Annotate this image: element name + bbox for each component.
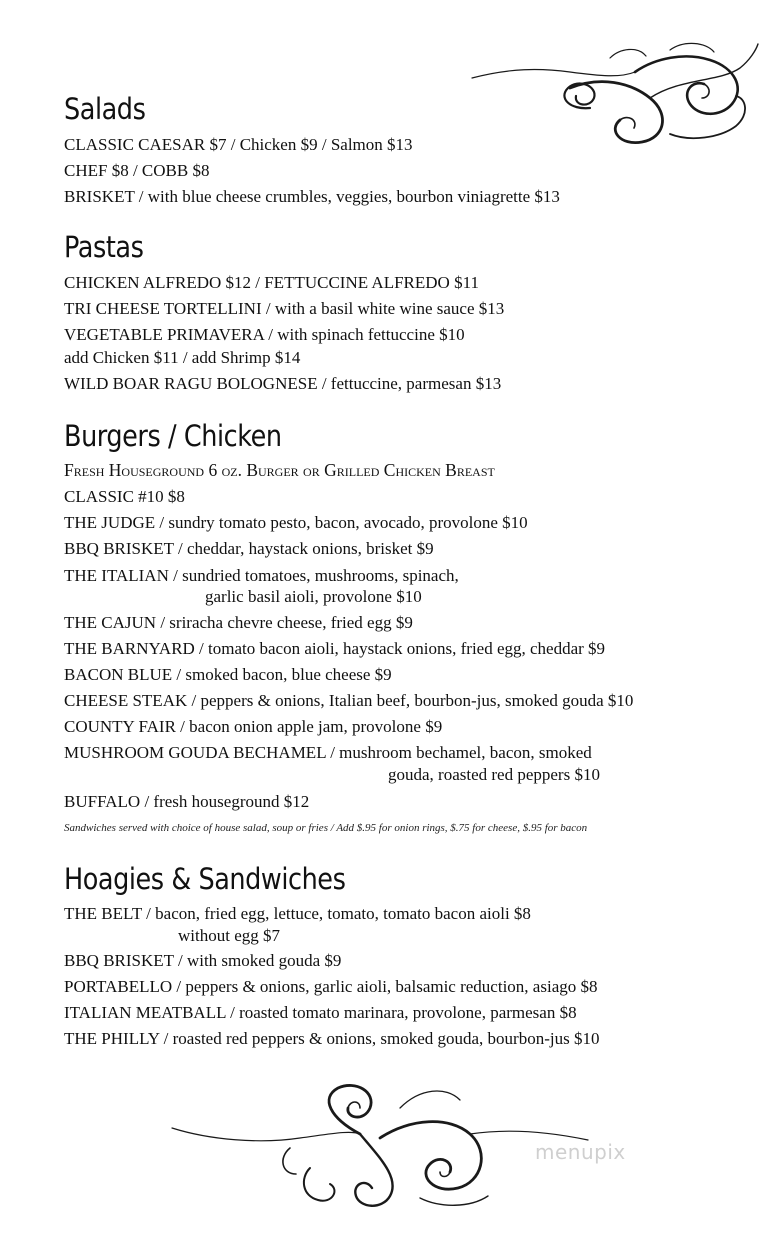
- menu-item: THE JUDGE / sundry tomato pesto, bacon, avocado, provolone $10: [64, 513, 528, 532]
- menu-item: BACON BLUE / smoked bacon, blue cheese $9: [64, 665, 392, 684]
- menu-item: TRI CHEESE TORTELLINI / with a basil white wine sauce $13: [64, 299, 505, 318]
- menu-item: VEGETABLE PRIMAVERA / with spinach fettuccine $10: [64, 325, 465, 344]
- menu-item: THE BARNYARD / tomato bacon aioli, haystack onions, fried egg, cheddar $9: [64, 639, 606, 658]
- menu-item: THE CAJUN / sriracha chevre cheese, fried egg $9: [64, 613, 413, 632]
- menu-item: BBQ BRISKET / cheddar, haystack onions, brisket $9: [64, 539, 434, 558]
- menu-item-continuation: without egg $7: [178, 926, 280, 945]
- menu-item-continuation: garlic basil aioli, provolone $10: [205, 587, 422, 606]
- pastas-heading: Pastas: [64, 230, 144, 264]
- menu-item: BUFFALO / fresh houseground $12: [64, 792, 310, 811]
- menu-item: CHEF $8 / COBB $8: [64, 161, 210, 180]
- menu-item: PORTABELLO / peppers & onions, garlic aioli, balsamic reduction, asiago $8: [64, 977, 598, 996]
- menu-item: COUNTY FAIR / bacon onion apple jam, provolone $9: [64, 717, 443, 736]
- hoagies-heading: Hoagies & Sandwiches: [64, 862, 346, 896]
- scroll-flourish-icon: [170, 1078, 590, 1213]
- salads-heading: Salads: [64, 92, 146, 126]
- menu-item: BRISKET / with blue cheese crumbles, veggies, bourbon viniagrette $13: [64, 187, 560, 206]
- menu-item: CLASSIC CAESAR $7 / Chicken $9 / Salmon $13: [64, 135, 413, 154]
- sandwich-note: Sandwiches served with choice of house salad, soup or fries / Add $.95 for onion rings, $.75 for cheese, $.95 for bacon: [64, 822, 588, 834]
- menu-item: THE ITALIAN / sundried tomatoes, mushrooms, spinach,: [64, 566, 459, 585]
- menu-item: THE BELT / bacon, fried egg, lettuce, tomato, tomato bacon aioli $8: [64, 904, 531, 923]
- burgers-subtitle: Fresh Houseground 6 oz. Burger or Grilled Chicken Breast: [64, 460, 495, 480]
- menu-item: CHEESE STEAK / peppers & onions, Italian beef, bourbon-jus, smoked gouda $10: [64, 691, 634, 710]
- watermark: menupix: [535, 1140, 626, 1164]
- menu-item: MUSHROOM GOUDA BECHAMEL / mushroom bechamel, bacon, smoked: [64, 743, 592, 762]
- menu-item: add Chicken $11 / add Shrimp $14: [64, 348, 301, 367]
- menu-item: ITALIAN MEATBALL / roasted tomato marinara, provolone, parmesan $8: [64, 1003, 577, 1022]
- menu-item: CLASSIC #10 $8: [64, 487, 185, 506]
- menu-item: THE PHILLY / roasted red peppers & onions, smoked gouda, bourbon-jus $10: [64, 1029, 600, 1048]
- menu-item: BBQ BRISKET / with smoked gouda $9: [64, 951, 342, 970]
- scroll-flourish-icon: [470, 38, 760, 148]
- menu-item: CHICKEN ALFREDO $12 / FETTUCCINE ALFREDO $11: [64, 273, 479, 292]
- menu-item-continuation: gouda, roasted red peppers $10: [388, 765, 600, 784]
- burgers-heading: Burgers / Chicken: [64, 419, 282, 453]
- menu-item: WILD BOAR RAGU BOLOGNESE / fettuccine, parmesan $13: [64, 374, 502, 393]
